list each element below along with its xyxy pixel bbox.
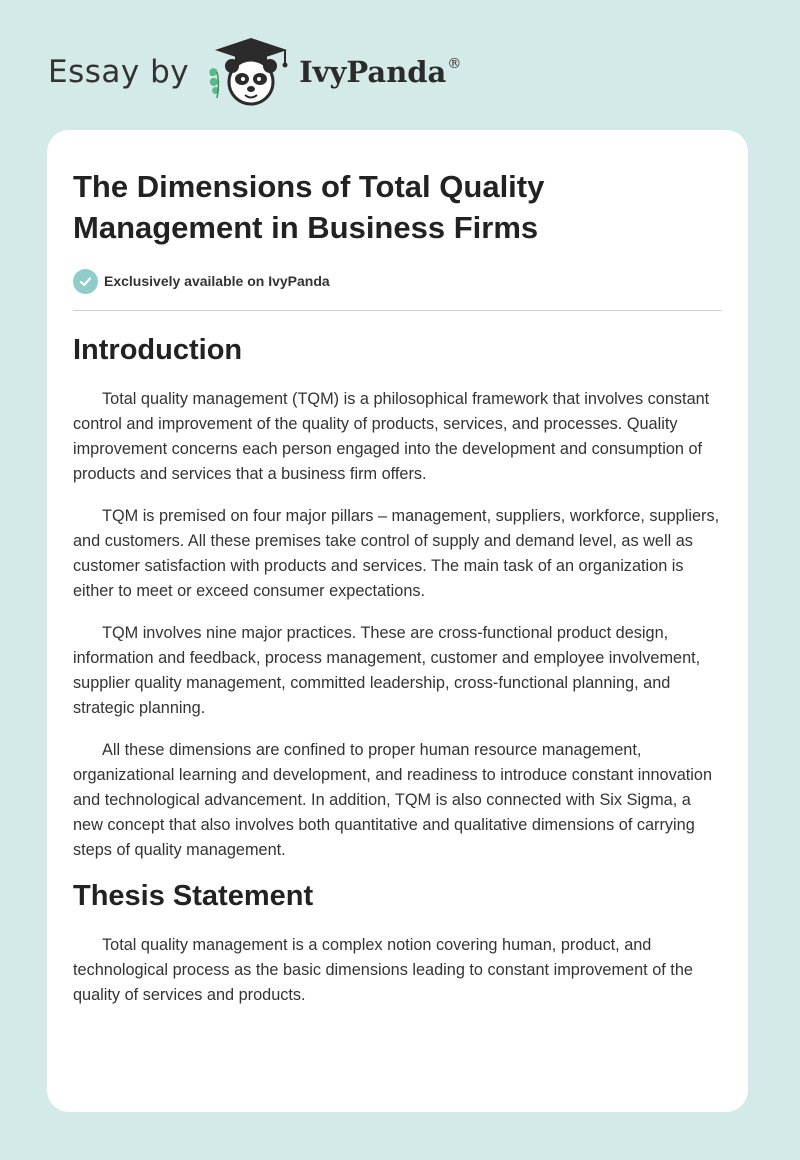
divider [73, 310, 722, 311]
paragraph: TQM involves nine major practices. These are cross-functional product design, information and feedback, process management, customer and employee involvement, supplier quality management, committed leadership, cross-functional planning, and strategic planning. [73, 624, 701, 717]
ivy-leaf-icon [209, 68, 219, 98]
panda-graduate-icon[interactable] [205, 36, 297, 108]
site-header [48, 36, 461, 108]
paragraph: All these dimensions are confined to proper human resource management, organizational learning and development, and readiness to introduce constant innovation and technological advancement. In addition, TQM is also connected with Six Sigma, a new concept that also involves both quantitative and qualitative dimensions of carrying steps of quality management. [73, 741, 713, 859]
exclusive-badge [73, 268, 722, 294]
section-heading-thesis-statement: Thesis Statement [73, 880, 314, 912]
section-heading-introduction: Introduction [73, 334, 243, 366]
check-circle-icon [73, 269, 98, 294]
page-title: The Dimensions of Total Quality Management in Business Firms [73, 169, 545, 245]
paragraph: TQM is premised on four major pillars – management, suppliers, workforce, suppliers, and customers. All these premises take control of supply and demand level, as well as customer satisfaction with products and services. The main task of an organization is either to meet or exceed consumer expectations. [73, 507, 720, 600]
essay-card [47, 130, 748, 1112]
registered-mark: ® [447, 56, 462, 72]
paragraph: Total quality management is a complex notion covering human, product, and technological process as the basic dimensions leading to constant improvement of the quality of services and products. [73, 936, 693, 1004]
paragraph: Total quality management (TQM) is a philosophical framework that involves constant control and improvement of the quality of products, services, and processes. Quality improvement concerns each person engaged into the development and consumption of products and services that a business firm offers. [73, 390, 710, 483]
essay-by-label: Essay by [48, 54, 190, 90]
exclusive-label: Exclusively available on IvyPanda [104, 273, 330, 289]
brand-name[interactable]: IvyPanda® [299, 55, 462, 89]
